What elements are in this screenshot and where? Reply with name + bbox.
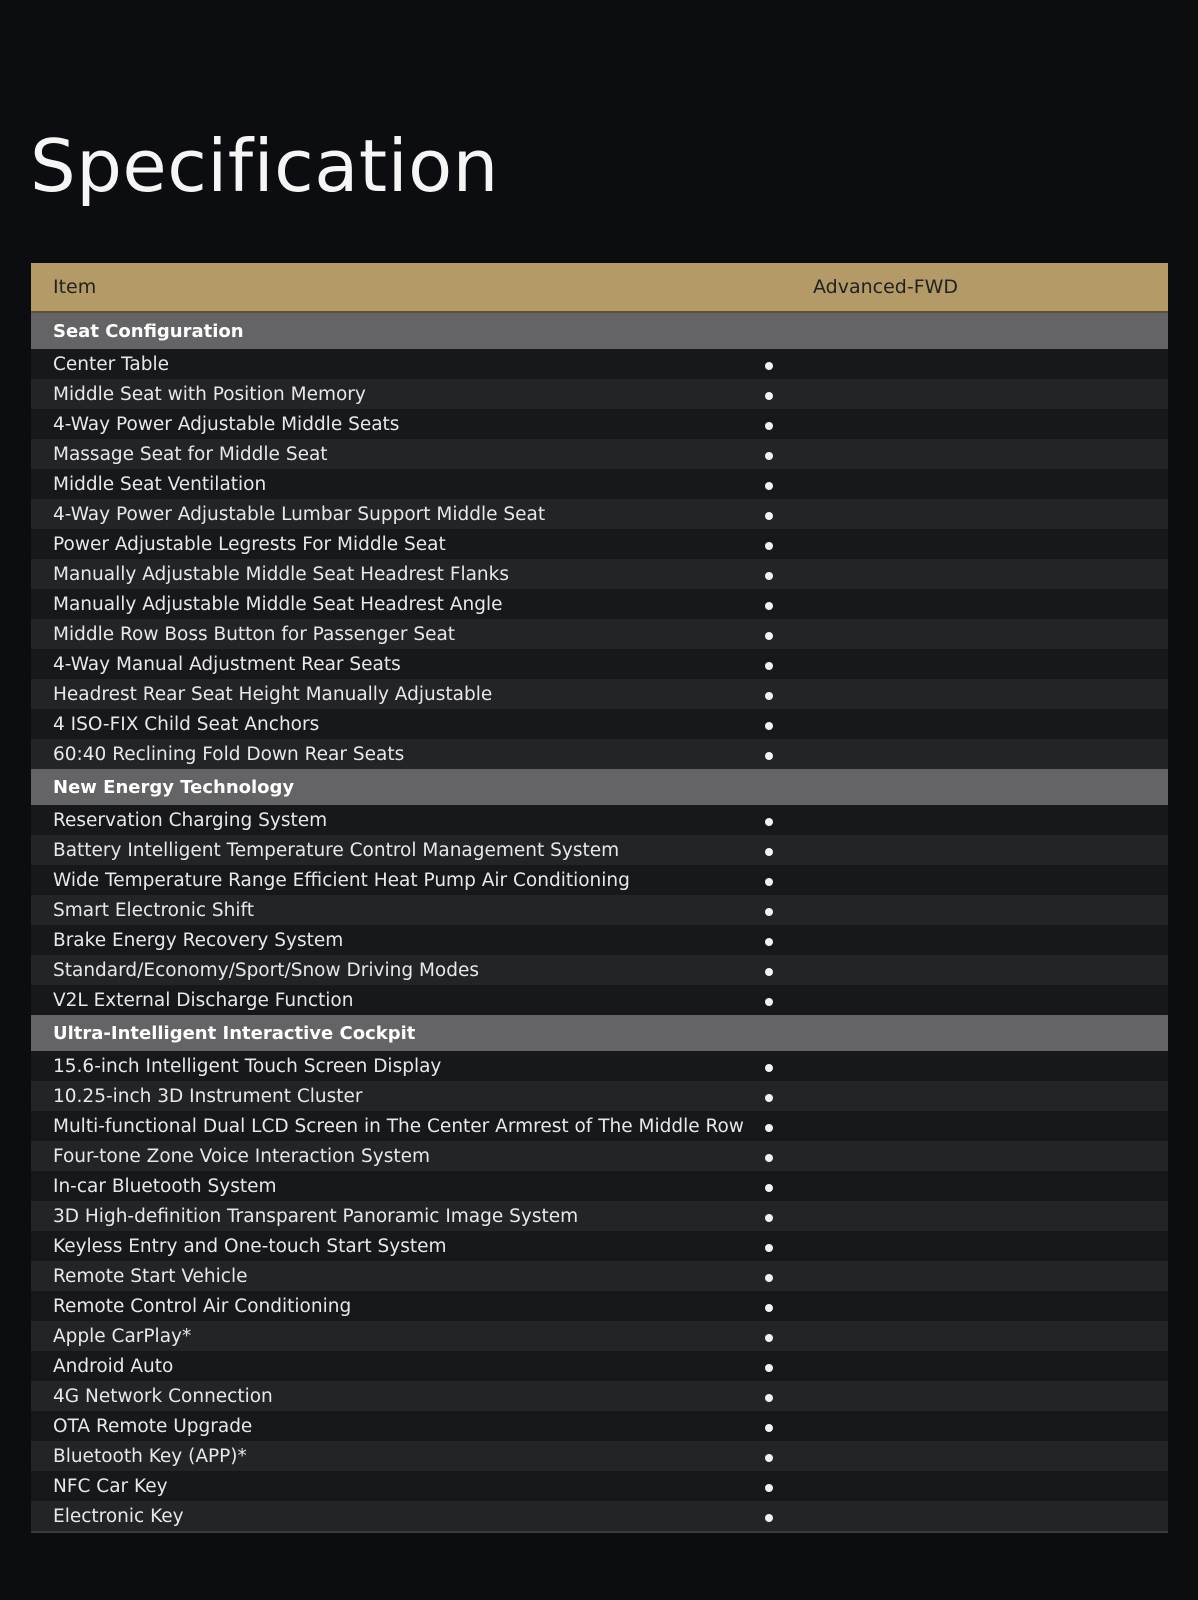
- row-label: In-car Bluetooth System: [53, 1175, 277, 1197]
- table-row: [31, 559, 1168, 589]
- table-row: [31, 349, 1168, 379]
- standard-dot-icon: [765, 818, 773, 826]
- row-value: [761, 835, 1168, 865]
- standard-dot-icon: [765, 512, 773, 520]
- standard-dot-icon: [765, 1364, 773, 1372]
- row-value: [761, 739, 1168, 769]
- row-label: 60:40 Reclining Fold Down Rear Seats: [53, 743, 405, 765]
- row-label: Smart Electronic Shift: [53, 899, 254, 921]
- table-row: [31, 1081, 1168, 1111]
- row-value: [761, 709, 1168, 739]
- row-value: [761, 1471, 1168, 1501]
- table-header: [31, 263, 1168, 313]
- row-value: [761, 409, 1168, 439]
- row-value: [761, 499, 1168, 529]
- standard-dot-icon: [765, 572, 773, 580]
- standard-dot-icon: [765, 848, 773, 856]
- table-row: [31, 985, 1168, 1015]
- row-label: Electronic Key: [53, 1505, 184, 1527]
- row-label: 4-Way Manual Adjustment Rear Seats: [53, 653, 401, 675]
- row-value: [761, 379, 1168, 409]
- row-value: [761, 439, 1168, 469]
- standard-dot-icon: [765, 1184, 773, 1192]
- table-row: [31, 1231, 1168, 1261]
- table-row: [31, 1351, 1168, 1381]
- table-row: [31, 619, 1168, 649]
- row-value: [761, 805, 1168, 835]
- row-label: Manually Adjustable Middle Seat Headrest Angle: [53, 593, 503, 615]
- row-label: Reservation Charging System: [53, 809, 328, 831]
- row-value: [761, 1501, 1168, 1531]
- row-value: [761, 1171, 1168, 1201]
- standard-dot-icon: [765, 1214, 773, 1222]
- table-row: [31, 925, 1168, 955]
- row-label: Battery Intelligent Temperature Control Management System: [53, 839, 620, 861]
- section-rows: [31, 349, 1168, 769]
- row-label: Brake Energy Recovery System: [53, 929, 344, 951]
- standard-dot-icon: [765, 1304, 773, 1312]
- table-row: [31, 1501, 1168, 1531]
- row-value: [761, 649, 1168, 679]
- table-row: [31, 739, 1168, 769]
- row-value: [761, 985, 1168, 1015]
- table-row: [31, 709, 1168, 739]
- table-row: [31, 805, 1168, 835]
- row-label: Bluetooth Key (APP)*: [53, 1445, 247, 1467]
- row-value: [761, 955, 1168, 985]
- row-label: 4 ISO-FIX Child Seat Anchors: [53, 713, 320, 735]
- row-label: 3D High-definition Transparent Panoramic Image System: [53, 1205, 579, 1227]
- standard-dot-icon: [765, 1484, 773, 1492]
- row-value: [761, 1261, 1168, 1291]
- table-row: [31, 1291, 1168, 1321]
- standard-dot-icon: [765, 1064, 773, 1072]
- row-label: 4-Way Power Adjustable Lumbar Support Middle Seat: [53, 503, 546, 525]
- header-item: Item: [53, 276, 97, 298]
- row-value: [761, 1081, 1168, 1111]
- table-row: [31, 1051, 1168, 1081]
- table-row: [31, 865, 1168, 895]
- standard-dot-icon: [765, 908, 773, 916]
- row-label: Four-tone Zone Voice Interaction System: [53, 1145, 431, 1167]
- standard-dot-icon: [765, 1094, 773, 1102]
- standard-dot-icon: [765, 998, 773, 1006]
- row-label: Keyless Entry and One-touch Start System: [53, 1235, 447, 1257]
- row-value: [761, 1351, 1168, 1381]
- row-value: [761, 1291, 1168, 1321]
- standard-dot-icon: [765, 1274, 773, 1282]
- row-value: [761, 1111, 1168, 1141]
- standard-dot-icon: [765, 878, 773, 886]
- row-value: [761, 865, 1168, 895]
- row-value: [761, 529, 1168, 559]
- table-row: [31, 955, 1168, 985]
- table-row: [31, 679, 1168, 709]
- spec-table: [31, 263, 1168, 1533]
- row-value: [761, 1201, 1168, 1231]
- row-value: [761, 619, 1168, 649]
- standard-dot-icon: [765, 692, 773, 700]
- row-value: [761, 1381, 1168, 1411]
- standard-dot-icon: [765, 1154, 773, 1162]
- header-variant: Advanced-FWD: [813, 276, 959, 298]
- standard-dot-icon: [765, 1424, 773, 1432]
- row-label: Manually Adjustable Middle Seat Headrest Flanks: [53, 563, 510, 585]
- standard-dot-icon: [765, 968, 773, 976]
- table-row: [31, 1141, 1168, 1171]
- page-title: Specification: [30, 124, 499, 208]
- row-value: [761, 469, 1168, 499]
- table-row: [31, 1111, 1168, 1141]
- row-label: 4G Network Connection: [53, 1385, 273, 1407]
- section-header: Seat Configuration: [31, 313, 1168, 349]
- row-label: NFC Car Key: [53, 1475, 168, 1497]
- table-row: [31, 469, 1168, 499]
- table-row: [31, 1411, 1168, 1441]
- section-header: New Energy Technology: [31, 769, 1168, 805]
- standard-dot-icon: [765, 662, 773, 670]
- row-label: Remote Control Air Conditioning: [53, 1295, 352, 1317]
- standard-dot-icon: [765, 1394, 773, 1402]
- standard-dot-icon: [765, 632, 773, 640]
- table-row: [31, 529, 1168, 559]
- table-row: [31, 649, 1168, 679]
- table-row: [31, 1381, 1168, 1411]
- row-label: Center Table: [53, 353, 169, 375]
- table-row: [31, 835, 1168, 865]
- row-label: Android Auto: [53, 1355, 174, 1377]
- row-value: [761, 1411, 1168, 1441]
- row-label: Middle Row Boss Button for Passenger Seat: [53, 623, 456, 645]
- row-value: [761, 559, 1168, 589]
- row-value: [761, 349, 1168, 379]
- row-label: Multi-functional Dual LCD Screen in The Center Armrest of The Middle Row: [53, 1115, 744, 1137]
- table-row: [31, 499, 1168, 529]
- row-value: [761, 679, 1168, 709]
- table-body: [31, 313, 1168, 1531]
- row-label: Middle Seat with Position Memory: [53, 383, 366, 405]
- table-row: [31, 1441, 1168, 1471]
- table-row: [31, 1321, 1168, 1351]
- table-bottom-rule: [31, 1531, 1168, 1533]
- row-value: [761, 895, 1168, 925]
- row-value: [761, 589, 1168, 619]
- standard-dot-icon: [765, 392, 773, 400]
- row-label: Standard/Economy/Sport/Snow Driving Modes: [53, 959, 479, 981]
- table-row: [31, 409, 1168, 439]
- row-value: [761, 1321, 1168, 1351]
- row-label: OTA Remote Upgrade: [53, 1415, 253, 1437]
- table-row: [31, 589, 1168, 619]
- table-row: [31, 895, 1168, 925]
- row-value: [761, 1231, 1168, 1261]
- standard-dot-icon: [765, 1124, 773, 1132]
- row-label: Power Adjustable Legrests For Middle Seat: [53, 533, 446, 555]
- row-value: [761, 1141, 1168, 1171]
- table-row: [31, 1261, 1168, 1291]
- table-row: [31, 1201, 1168, 1231]
- section-rows: [31, 805, 1168, 1015]
- standard-dot-icon: [765, 938, 773, 946]
- standard-dot-icon: [765, 362, 773, 370]
- standard-dot-icon: [765, 1454, 773, 1462]
- row-value: [761, 1051, 1168, 1081]
- row-label: Middle Seat Ventilation: [53, 473, 267, 495]
- standard-dot-icon: [765, 752, 773, 760]
- table-row: [31, 439, 1168, 469]
- row-value: [761, 1441, 1168, 1471]
- standard-dot-icon: [765, 542, 773, 550]
- standard-dot-icon: [765, 602, 773, 610]
- standard-dot-icon: [765, 1244, 773, 1252]
- section-header: Ultra-Intelligent Interactive Cockpit: [31, 1015, 1168, 1051]
- row-label: 15.6-inch Intelligent Touch Screen Display: [53, 1055, 442, 1077]
- standard-dot-icon: [765, 422, 773, 430]
- standard-dot-icon: [765, 722, 773, 730]
- row-label: Apple CarPlay*: [53, 1325, 192, 1347]
- table-row: [31, 379, 1168, 409]
- table-row: [31, 1471, 1168, 1501]
- row-label: Remote Start Vehicle: [53, 1265, 248, 1287]
- row-label: V2L External Discharge Function: [53, 989, 354, 1011]
- row-label: Massage Seat for Middle Seat: [53, 443, 328, 465]
- row-label: Headrest Rear Seat Height Manually Adjustable: [53, 683, 493, 705]
- standard-dot-icon: [765, 1334, 773, 1342]
- row-label: 10.25-inch 3D Instrument Cluster: [53, 1085, 363, 1107]
- standard-dot-icon: [765, 482, 773, 490]
- standard-dot-icon: [765, 452, 773, 460]
- row-label: Wide Temperature Range Efficient Heat Pump Air Conditioning: [53, 869, 630, 891]
- row-value: [761, 925, 1168, 955]
- section-rows: [31, 1051, 1168, 1531]
- standard-dot-icon: [765, 1514, 773, 1522]
- table-row: [31, 1171, 1168, 1201]
- row-label: 4-Way Power Adjustable Middle Seats: [53, 413, 400, 435]
